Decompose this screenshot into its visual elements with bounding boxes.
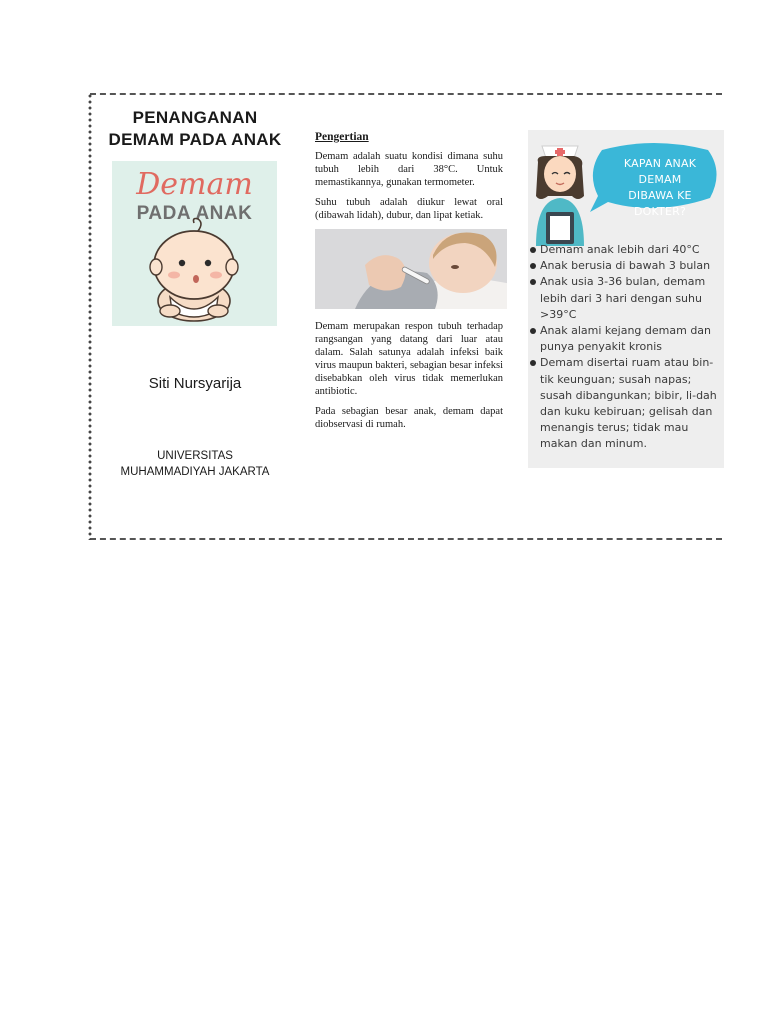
cover-illustration: [112, 161, 277, 326]
bubble-question: [602, 156, 718, 220]
photo-illustration: [315, 229, 507, 309]
list-item: Demam anak lebih dari 40°C: [528, 242, 724, 258]
section-heading: Pengertian: [315, 131, 369, 143]
author-name: Siti Nursyarija: [148, 375, 242, 392]
paragraph-measurement: Suhu tubuh adalah diukur lewat oral (dibawah lidah), dubur, dan lipat ketiak.: [315, 197, 503, 221]
bubble-line-1: KAPAN ANAK DEMAM: [623, 157, 697, 186]
list-item: Demam disertai ruam atau bin-tik keunguan; susah napas; susah dibangunkan; bibir, li-dah dan kuku kebiruan; gelisah dan menangis terus; tidak mau makan dan minum.: [528, 355, 724, 452]
title-line-2: DEMAM PADA ANAK: [108, 130, 282, 149]
definition-panel: [315, 131, 503, 438]
doctor-criteria-panel: [528, 130, 724, 468]
title-line-1: PENANGANAN: [132, 108, 258, 127]
paragraph-observation: Pada sebagian besar anak, demam dapat diobservasi di rumah.: [315, 406, 503, 430]
cover-demam-text: Demam: [136, 167, 253, 202]
university-name: [100, 448, 290, 480]
dashed-border-top: [90, 93, 722, 95]
list-item: Anak alami kejang demam dan punya penyakit kronis: [528, 323, 724, 355]
paragraph-response: Demam merupakan respon tubuh terhadap rangsangan yang datang dari luar atau dalam. Salah satunya adalah infeksi baik virus maupun bakteri, sebagian besar infeksi disebabkan oleh virus tidak memerlukan antibiotic.: [315, 321, 503, 397]
university-line-2: MUHAMMADIYAH JAKARTA: [120, 466, 270, 478]
dotted-border-left: [87, 93, 93, 540]
leaflet-title: [100, 107, 290, 151]
baby-illustration: [112, 161, 277, 326]
bubble-line-2: DIBAWA KE DOKTER?: [628, 189, 692, 218]
university-line-1: UNIVERSITAS: [157, 450, 233, 462]
cover-pada-anak-text: PADA ANAK: [136, 203, 253, 224]
criteria-list: [528, 242, 724, 453]
cover-panel: [100, 103, 290, 533]
paragraph-definition: Demam adalah suatu kondisi dimana suhu tubuh lebih dari 38°C. Untuk memastikannya, gunakan termometer.: [315, 151, 503, 188]
list-item: Anak berusia di bawah 3 bulan: [528, 258, 724, 274]
sick-child-photo: [315, 229, 507, 309]
dashed-border-bottom: [90, 538, 722, 540]
leaflet: [90, 93, 722, 540]
list-item: Anak usia 3-36 bulan, demam lebih dari 3 hari dengan suhu >39°C: [528, 274, 724, 323]
